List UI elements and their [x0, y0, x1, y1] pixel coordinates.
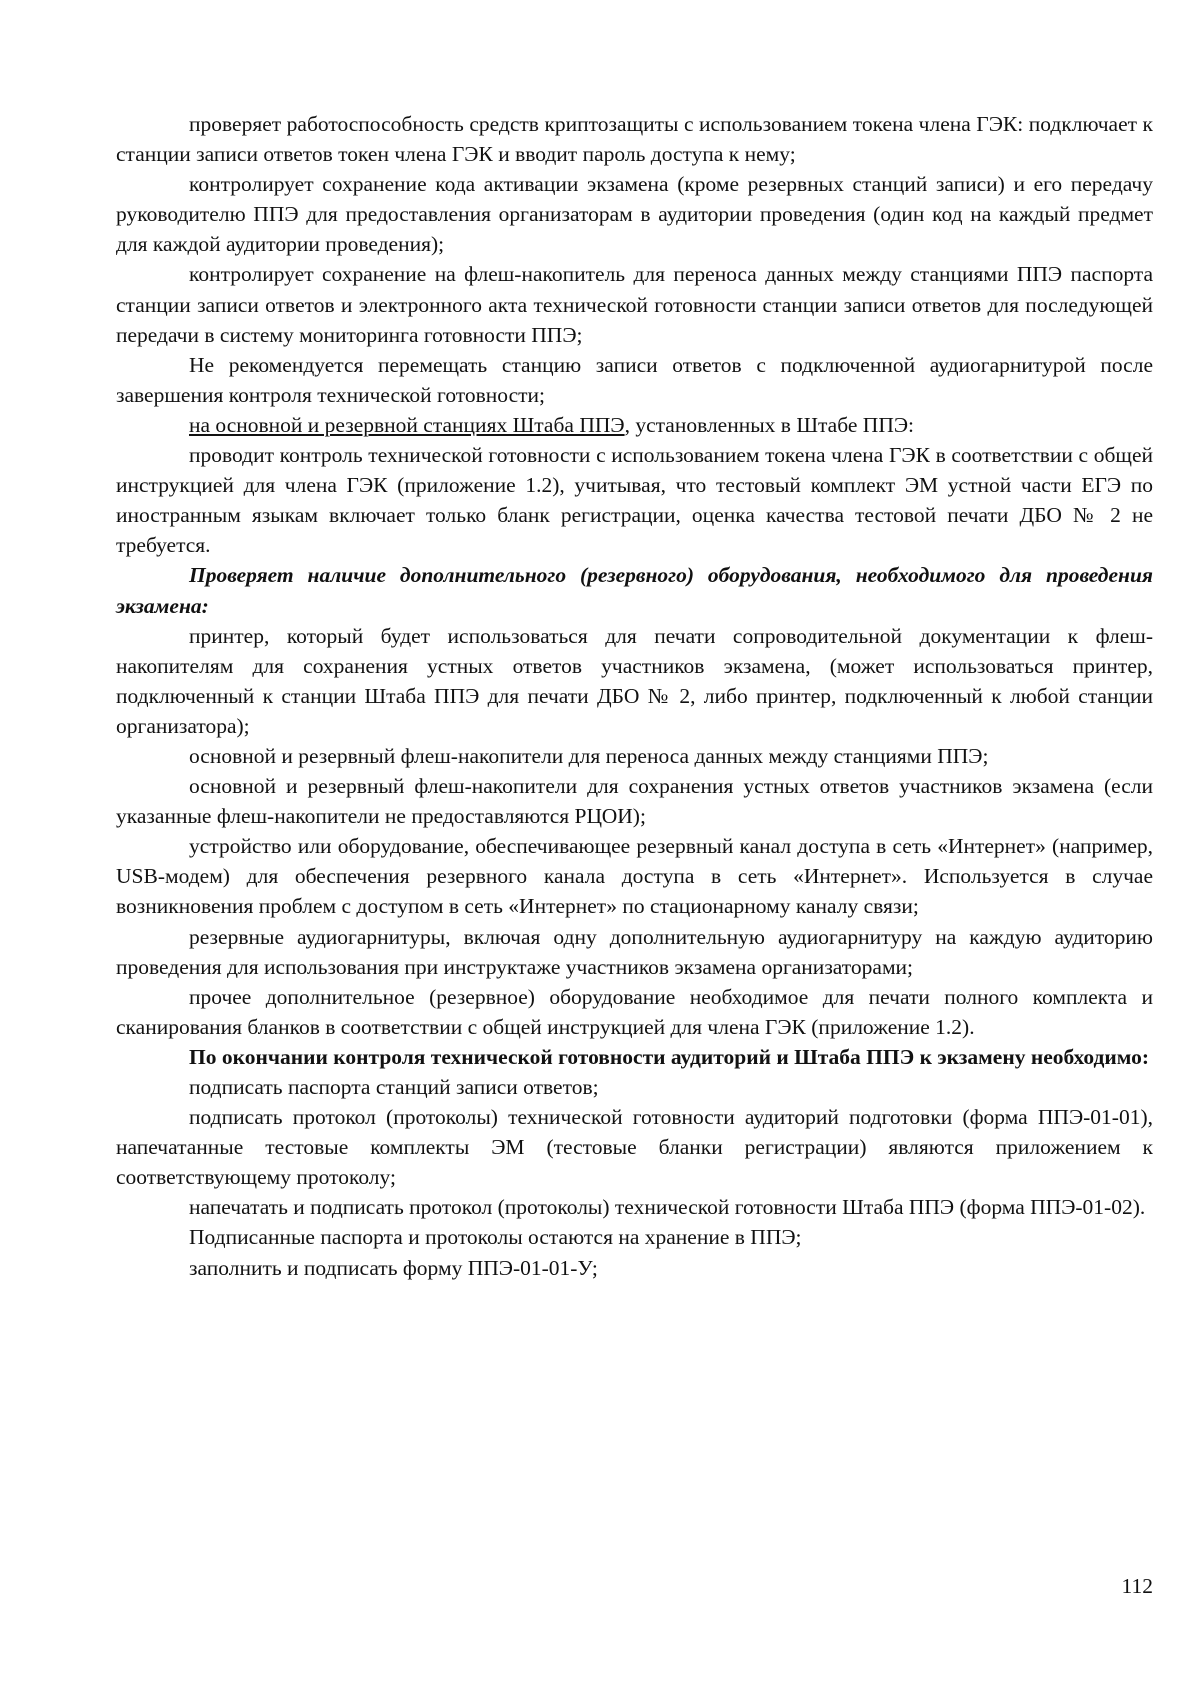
page-number: 112 — [1121, 1574, 1153, 1598]
equipment-item-answers-flash: основной и резервный флеш-накопители для сохранения устных ответов участников экзамена (если указанные флеш-накопители не предоставляются РЦОИ); — [116, 774, 1153, 829]
shtab-heading — [116, 410, 1153, 440]
equipment-heading: Проверяет наличие дополнительного (резервного) оборудования, необходимого для проведения экзамена: — [116, 563, 1153, 618]
equipment-item-printer: принтер, который будет использоваться для печати сопроводительной документации к флеш-накопителям для сохранения устных ответов участников экзамена, (может использоваться принтер, подключенный к станции Штаба ППЭ для печати ДБО № 2, либо принтер, подключенный к любой станции организатора); — [116, 623, 1153, 738]
final-item-print-shtab-protocol: напечатать и подписать протокол (протоколы) технической готовности Штаба ППЭ (форма ППЭ-01-02). — [189, 1195, 1146, 1220]
paragraph-activation-code: контролирует сохранение кода активации экзамена (кроме резервных станций записи) и его передачу руководителю ППЭ для предоставления организаторам в аудитории проведения (один код на каждый предмет для каждой аудитории проведения); — [116, 172, 1153, 257]
final-heading: По окончании контроля технической готовности аудиторий и Штаба ППЭ к экзамену необходимо: — [189, 1044, 1150, 1069]
final-item-sign-passports: подписать паспорта станций записи ответов; — [189, 1075, 599, 1099]
shtab-heading-rest: , установленных в Штабе ППЭ: — [624, 412, 915, 437]
final-item-fill-form: заполнить и подписать форму ППЭ-01-01-У; — [189, 1255, 598, 1280]
final-item-sign-audience-protocol: подписать протокол (протоколы) технической готовности аудиторий подготовки (форма ППЭ-01-01), напечатанные тестовые комплекты ЭМ (тестовые бланки регистрации) являются приложением к соответствующему протоколу; — [116, 1105, 1153, 1190]
paragraph-flash-save: контролирует сохранение на флеш-накопитель для переноса данных между станциями ППЭ паспорта станции записи ответов и электронного акта технической готовности станции записи ответов для последующей передачи в систему мониторинга готовности ППЭ; — [116, 262, 1153, 347]
equipment-item-other: прочее дополнительное (резервное) оборудование необходимое для печати полного комплекта и сканирования бланков в соответствии с общей инструкцией для члена ГЭК (приложение 1.2). — [116, 984, 1153, 1039]
paragraph-crypto-check: проверяет работоспособность средств криптозащиты с использованием токена члена ГЭК: подключает к станции записи ответов токен члена ГЭК и вводит пароль доступа к нему; — [116, 112, 1153, 167]
paragraph-shtab-control: проводит контроль технической готовности с использованием токена члена ГЭК в соответствии с общей инструкцией для члена ГЭК (приложение 1.2), учитывая, что тестовый комплект ЭМ устной части ЕГЭ по иностранным языкам включает только бланк регистрации, оценка качества тестовой печати ДБО № 2 не требуется. — [116, 443, 1153, 558]
document-body — [116, 109, 1153, 1283]
final-item-storage-note: Подписанные паспорта и протоколы остаются на хранение в ППЭ; — [189, 1225, 802, 1250]
equipment-item-internet-channel: устройство или оборудование, обеспечивающее резервный канал доступа в сеть «Интернет» (например, USB-модем) для обеспечения резервного канала доступа в сеть «Интернет». Используется в случае возникновения проблем с доступом в сеть «Интернет» по стационарному каналу связи; — [116, 834, 1153, 919]
equipment-item-transfer-flash: основной и резервный флеш-накопители для переноса данных между станциями ППЭ; — [189, 743, 989, 768]
paragraph-no-move-warning: Не рекомендуется перемещать станцию записи ответов с подключенной аудиогарнитурой после завершения контроля технической готовности; — [116, 352, 1153, 407]
shtab-heading-underlined: на основной и резервной станциях Штаба ППЭ — [189, 412, 625, 437]
equipment-item-headsets: резервные аудиогарнитуры, включая одну дополнительную аудиогарнитуру на каждую аудиторию проведения для использования при инструктаже участников экзамена организаторами; — [116, 924, 1153, 979]
